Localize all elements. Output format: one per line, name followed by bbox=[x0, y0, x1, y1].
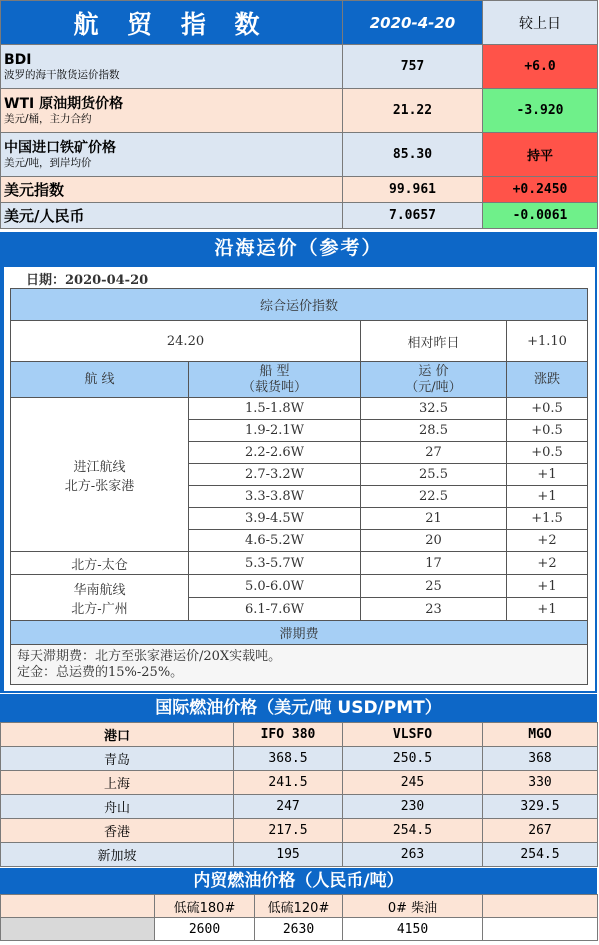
col-ship-type-label: 船 型 bbox=[259, 363, 290, 379]
table-row bbox=[1, 843, 598, 867]
index-change: +6.0 bbox=[483, 45, 598, 89]
intl-header-row bbox=[1, 723, 598, 747]
relative-label: 相对昨日 bbox=[361, 321, 507, 362]
col-ifo380: IFO 380 bbox=[234, 723, 343, 747]
change-column-header: 较上日 bbox=[483, 1, 598, 45]
coastal-panel bbox=[0, 265, 597, 693]
domestic-fuel-title: 内贸燃油价格（人民币/吨） bbox=[0, 868, 597, 894]
freight-price: 20 bbox=[361, 530, 507, 552]
freight-change: +0.5 bbox=[507, 398, 588, 420]
intl-fuel-table bbox=[0, 722, 598, 867]
coastal-date: 日期：2020-04-20 bbox=[26, 273, 149, 288]
ifo380-price: 195 bbox=[234, 843, 343, 867]
blank-header-cell bbox=[1, 895, 155, 918]
col-route: 航 线 bbox=[11, 362, 189, 398]
index-row-iron-ore bbox=[1, 133, 598, 177]
route-line2: 北方-广州 bbox=[71, 601, 128, 617]
index-change: -0.0061 bbox=[483, 203, 598, 229]
freight-price: 28.5 bbox=[361, 420, 507, 442]
port-name: 舟山 bbox=[1, 795, 234, 819]
index-change: 持平 bbox=[483, 133, 598, 177]
index-row-usd-index bbox=[1, 177, 598, 203]
domestic-header-row bbox=[1, 895, 598, 918]
ship-size: 4.6-5.2W bbox=[189, 530, 361, 552]
ship-size: 2.7-3.2W bbox=[189, 464, 361, 486]
index-value: 21.22 bbox=[343, 89, 483, 133]
port-name: 香港 bbox=[1, 819, 234, 843]
ship-size: 3.9-4.5W bbox=[189, 508, 361, 530]
index-value: 99.961 bbox=[343, 177, 483, 203]
index-name: BDI bbox=[4, 51, 32, 68]
ifo380-price: 368.5 bbox=[234, 747, 343, 771]
coastal-section-title: 沿海运价（参考） bbox=[0, 232, 597, 265]
ship-size: 3.3-3.8W bbox=[189, 486, 361, 508]
report-title: 航 贸 指 数 bbox=[1, 1, 343, 45]
route-south-china bbox=[11, 575, 189, 621]
col-change: 涨跌 bbox=[507, 362, 588, 398]
freight-change: +1 bbox=[507, 575, 588, 598]
port-name: 上海 bbox=[1, 771, 234, 795]
vlsfo-price: 263 bbox=[343, 843, 483, 867]
composite-index-value: 24.20 bbox=[11, 321, 361, 362]
index-row-bdi bbox=[1, 45, 598, 89]
mgo-price: 267 bbox=[483, 819, 598, 843]
col-price bbox=[361, 362, 507, 398]
index-label-cell bbox=[1, 133, 343, 177]
col-ship-type-sub: （载货吨） bbox=[241, 379, 307, 395]
blank-header-cell bbox=[483, 895, 598, 918]
index-name: 美元指数 bbox=[1, 177, 343, 203]
table-row bbox=[1, 795, 598, 819]
freight-price: 25 bbox=[361, 575, 507, 598]
route-line1: 进江航线 bbox=[73, 459, 126, 475]
col-ls180: 低硫180# bbox=[155, 895, 255, 918]
ls120-price: 2630 bbox=[255, 918, 343, 941]
ifo380-price: 241.5 bbox=[234, 771, 343, 795]
blank-value-cell bbox=[483, 918, 598, 941]
route-line1: 华南航线 bbox=[73, 582, 126, 598]
route-jinjiang bbox=[11, 398, 189, 552]
intl-fuel-title: 国际燃油价格（美元/吨 USD/PMT） bbox=[0, 694, 597, 722]
ship-size: 1.9-2.1W bbox=[189, 420, 361, 442]
freight-price: 21 bbox=[361, 508, 507, 530]
col-vlsfo: VLSFO bbox=[343, 723, 483, 747]
note-line: 每天滞期费：北方至张家港运价/20X实载吨。 bbox=[17, 648, 282, 664]
domestic-value-row bbox=[1, 918, 598, 941]
ship-size: 2.2-2.6W bbox=[189, 442, 361, 464]
ship-size: 1.5-1.8W bbox=[189, 398, 361, 420]
table-row bbox=[1, 819, 598, 843]
col-ls120: 低硫120# bbox=[255, 895, 343, 918]
port-name: 新加坡 bbox=[1, 843, 234, 867]
index-row-usd-cny bbox=[1, 203, 598, 229]
coastal-freight-table bbox=[10, 288, 588, 685]
freight-price: 23 bbox=[361, 598, 507, 621]
index-change: +0.2450 bbox=[483, 177, 598, 203]
freight-change: +2 bbox=[507, 530, 588, 552]
index-value: 757 bbox=[343, 45, 483, 89]
index-name: WTI 原油期货价格 bbox=[4, 95, 124, 112]
ifo380-price: 247 bbox=[234, 795, 343, 819]
coastal-image-area bbox=[4, 267, 595, 691]
freight-price: 17 bbox=[361, 552, 507, 575]
mgo-price: 254.5 bbox=[483, 843, 598, 867]
freight-change: +1.5 bbox=[507, 508, 588, 530]
freight-change: +1 bbox=[507, 598, 588, 621]
freight-price: 22.5 bbox=[361, 486, 507, 508]
freight-change: +1 bbox=[507, 464, 588, 486]
vlsfo-price: 250.5 bbox=[343, 747, 483, 771]
vlsfo-price: 230 bbox=[343, 795, 483, 819]
ship-size: 6.1-7.6W bbox=[189, 598, 361, 621]
mgo-price: 330 bbox=[483, 771, 598, 795]
ship-size: 5.0-6.0W bbox=[189, 575, 361, 598]
diesel-price: 4150 bbox=[343, 918, 483, 941]
domestic-fuel-table bbox=[0, 894, 598, 941]
index-desc: 波罗的海干散货运价指数 bbox=[4, 68, 120, 81]
table-row bbox=[11, 575, 588, 598]
freight-change: +0.5 bbox=[507, 442, 588, 464]
vlsfo-price: 245 bbox=[343, 771, 483, 795]
relative-value: +1.10 bbox=[507, 321, 588, 362]
col-price-label: 运 价 bbox=[418, 363, 449, 379]
demurrage-notes bbox=[11, 645, 588, 685]
freight-price: 32.5 bbox=[361, 398, 507, 420]
coastal-header-row bbox=[11, 362, 588, 398]
port-name: 青岛 bbox=[1, 747, 234, 771]
mgo-price: 329.5 bbox=[483, 795, 598, 819]
ls180-price: 2600 bbox=[155, 918, 255, 941]
col-price-sub: （元/吨） bbox=[405, 379, 462, 395]
index-value: 7.0657 bbox=[343, 203, 483, 229]
route-taicang: 北方-太仓 bbox=[11, 552, 189, 575]
index-label-cell bbox=[1, 45, 343, 89]
vlsfo-price: 254.5 bbox=[343, 819, 483, 843]
col-mgo: MGO bbox=[483, 723, 598, 747]
index-desc: 美元/吨，到岸均价 bbox=[4, 156, 92, 169]
index-name: 美元/人民币 bbox=[1, 203, 343, 229]
table-row bbox=[1, 747, 598, 771]
ship-size: 5.3-5.7W bbox=[189, 552, 361, 575]
freight-change: +2 bbox=[507, 552, 588, 575]
demurrage-label: 滞期费 bbox=[11, 621, 588, 645]
table-row bbox=[11, 398, 588, 420]
table-row bbox=[1, 771, 598, 795]
note-line: 定金：总运费的15%-25%。 bbox=[17, 664, 184, 680]
index-row-wti bbox=[1, 89, 598, 133]
index-desc: 美元/桶，主力合约 bbox=[4, 112, 92, 125]
index-name: 中国进口铁矿价格 bbox=[4, 139, 116, 156]
table-row bbox=[11, 552, 588, 575]
report-date: 2020-4-20 bbox=[343, 1, 483, 45]
freight-price: 27 bbox=[361, 442, 507, 464]
index-value: 85.30 bbox=[343, 133, 483, 177]
freight-change: +0.5 bbox=[507, 420, 588, 442]
col-diesel: 0# 柴油 bbox=[343, 895, 483, 918]
freight-change: +1 bbox=[507, 486, 588, 508]
composite-index-label: 综合运价指数 bbox=[11, 289, 588, 321]
blank-value-cell bbox=[1, 918, 155, 941]
route-line2: 北方-张家港 bbox=[64, 478, 135, 494]
freight-price: 25.5 bbox=[361, 464, 507, 486]
index-change: -3.920 bbox=[483, 89, 598, 133]
col-port: 港口 bbox=[1, 723, 234, 747]
ifo380-price: 217.5 bbox=[234, 819, 343, 843]
index-label-cell bbox=[1, 89, 343, 133]
col-ship-type bbox=[189, 362, 361, 398]
index-table bbox=[0, 0, 598, 229]
mgo-price: 368 bbox=[483, 747, 598, 771]
